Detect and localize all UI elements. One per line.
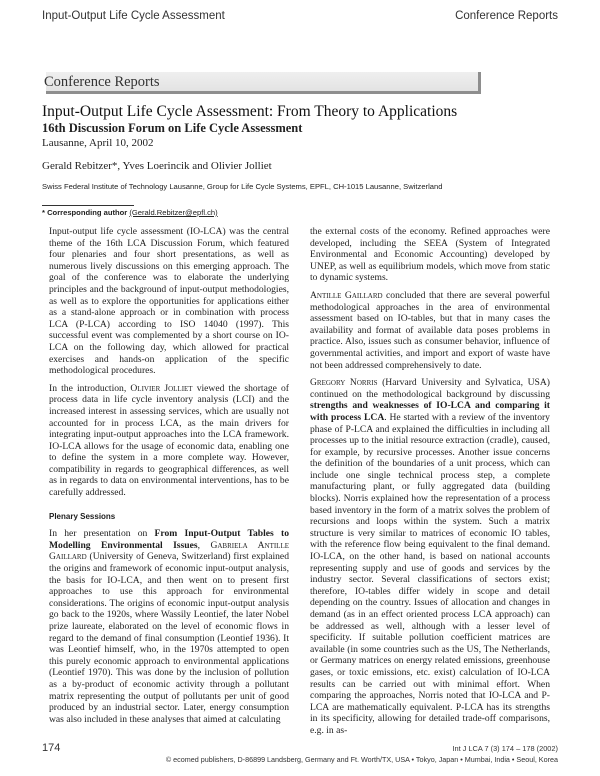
text-run: In the introduction, <box>49 382 131 394</box>
author-affiliation: Swiss Federal Institute of Technology Lausanne, Group for Life Cycle Systems, EPFL, CH-1015 Lausanne, Switzerland <box>42 182 443 191</box>
running-header-right: Conference Reports <box>455 10 558 22</box>
running-header-left: Input-Output Life Cycle Assessment <box>42 10 225 22</box>
corresponding-author-footnote <box>42 208 218 217</box>
person-name: Gabriela Antille Gaillard <box>49 539 290 563</box>
page-number: 174 <box>42 742 61 754</box>
talk-title: From Input-Output Tables to Modelling Environmental Issues <box>49 528 289 551</box>
footnote-divider <box>42 205 134 206</box>
paragraph: the external costs of the economy. Refined approaches were developed, including the SEEA (System of Integrated Environmental and Economic Accounting) developed by UNEP, as well as equilibrium models, which move from static to dynamic systems. <box>310 226 550 284</box>
text-run: In her presentation on <box>49 528 155 540</box>
body-left-column <box>49 226 289 731</box>
person-name: Olivier Jolliet <box>130 382 193 394</box>
person-name: Antille Gaillard <box>310 289 383 301</box>
section-heading: Plenary Sessions <box>49 511 116 521</box>
running-header <box>42 10 558 22</box>
talk-title: strengths and weaknesses of IO-LCA and comparing it with process LCA <box>310 400 550 423</box>
paragraph <box>310 290 550 371</box>
body-right-column <box>310 226 550 743</box>
publisher-line: © ecomed publishers, D-86899 Landsberg, Germany and Ft. Worth/TX, USA • Tokyo, Japan • Mumbai, India • Seoul, Korea <box>165 755 558 764</box>
author-email-link[interactable]: (Gerald.Rebitzer@epfl.ch) <box>129 208 218 217</box>
text-run: concluded that there are several powerful methodological approaches in the area of environmental assessment based on IO-tables, but that in many cases the availability and format of available data poses problems in practice. Also, issues such as consumer behavior, influence of governmental activities, and import and export of waste have not been addressed comprehensively to date. <box>310 289 550 371</box>
section-banner-label: Conference Reports <box>44 74 160 90</box>
text-run: (University of Geneva, Switzerland) first explained the origins and framework of economic input-output analysis, the basis for IO-LCA, and then went on to present first approaches to use this approach for environmental considerations. The origins of economic input-output analysis go back to the 1920s, where Wassily Leontief, the later Nobel prize laureate, elaborated on the level of economic flows in regard to the demand of final consumption (Leontief 1936). It was Leontief himself, who, in the 1970s attempted to open this purely economic approach to environmental applications (Leontief 1970). This was done by the inclusion of pollution as a by-product of economic activity through a pollutant matrix representing the output of pollutants per unit of good produced by an industrial sector. Later, energy consumption was also included in these analyses that aimed at calculating <box>49 551 289 725</box>
journal-citation: Int J LCA 7 (3) 174 – 178 (2002) <box>452 744 558 753</box>
article-title: Input-Output Life Cycle Assessment: From Theory to Applications <box>42 103 458 120</box>
text-run: viewed the shortage of process data in life cycle inventory analysis (LCI) and the increased interest in assessing services, which are usually not accounted for in process LCA, as the main drivers for integrating input-output approaches into the LCA framework. IO-LCA allows for the usage of economic data, enabling one to define the system in a more complete way. However, compatibility in regards to geographical differences, as well as in regards to data on environmental interventions, has to be carefully addressed. <box>49 382 289 499</box>
person-name: Gregory Norris <box>310 377 378 389</box>
meeting-place-date: Lausanne, April 10, 2002 <box>42 137 154 149</box>
paragraph <box>49 528 289 725</box>
author-list: Gerald Rebitzer*, Yves Loerincik and Olivier Jolliet <box>42 160 272 172</box>
paragraph <box>49 383 289 499</box>
paragraph: Input-output life cycle assessment (IO-LCA) was the central theme of the 16th LCA Discussion Forum, which featured four plenaries and four short presentations, as well as numerous lively discussions on this emerging approach. The goal of the conference was to elaborate the underlying principles and the background of input-output methodologies, as well as to explore the opportunities for applications either as a stand-alone approach or in combination with process LCA (P-LCA) according to ISO 14040 (1997). This successful event was complemented by a short course on IO-LCA on the following day, which allowed for practical exercises and hands-on application of the specific methodological procedures. <box>49 226 289 377</box>
text-run: (Harvard University and Sylvatica, USA) continued on the methodological background by discussing <box>310 377 550 400</box>
text-run: , <box>197 539 211 551</box>
text-run: . He started with a review of the inventory phase of P-LCA and explained the difficulties in including all processes up to the initial resource extraction (cradle), caused, for example, by recursive processes. Another issue concerns the definition of the boundaries of a unit process, which can include one single technical process step, a complete manufacturing plant, or fully aggregated data (building blocks). Norris explained how the representation of a process based inventory in the form of a matrix solves the problem of recursions and loops within the system. Such a matrix structure is very similar to matrices of economic IO tables, with the reference flow being equivalent to the final demand. IO-LCA, on the other hand, is based on national accounts representing supply and use of goods and services by the industry sector. Several classifications of sectors exist; therefore, IO-tables differ widely in scope and detail depending on the country. Issues of allocation and changes in demand (as in an effect oriented process LCA approach) can be addressed as well, although with a lesser level of specificity. If suitable pollution coefficient matrices are available (in some countries such as the US, The Netherlands, or Germany matrices on energy related emissions, greenhouse gases, or toxic emissions, etc. exist) calculation of IO-LCA results can be carried out with minimal effort. When comparing the approaches, Norris noted that IO-LCA and P-LCA are mathematically equivalent. P-LCA has its strengths in its specificity, allowing for detailed trade-off comparisons, e.g. in as- <box>310 411 550 736</box>
paragraph <box>310 377 550 736</box>
article-subtitle: 16th Discussion Forum on Life Cycle Assessment <box>42 121 303 135</box>
footnote-label: * Corresponding author <box>42 208 128 217</box>
